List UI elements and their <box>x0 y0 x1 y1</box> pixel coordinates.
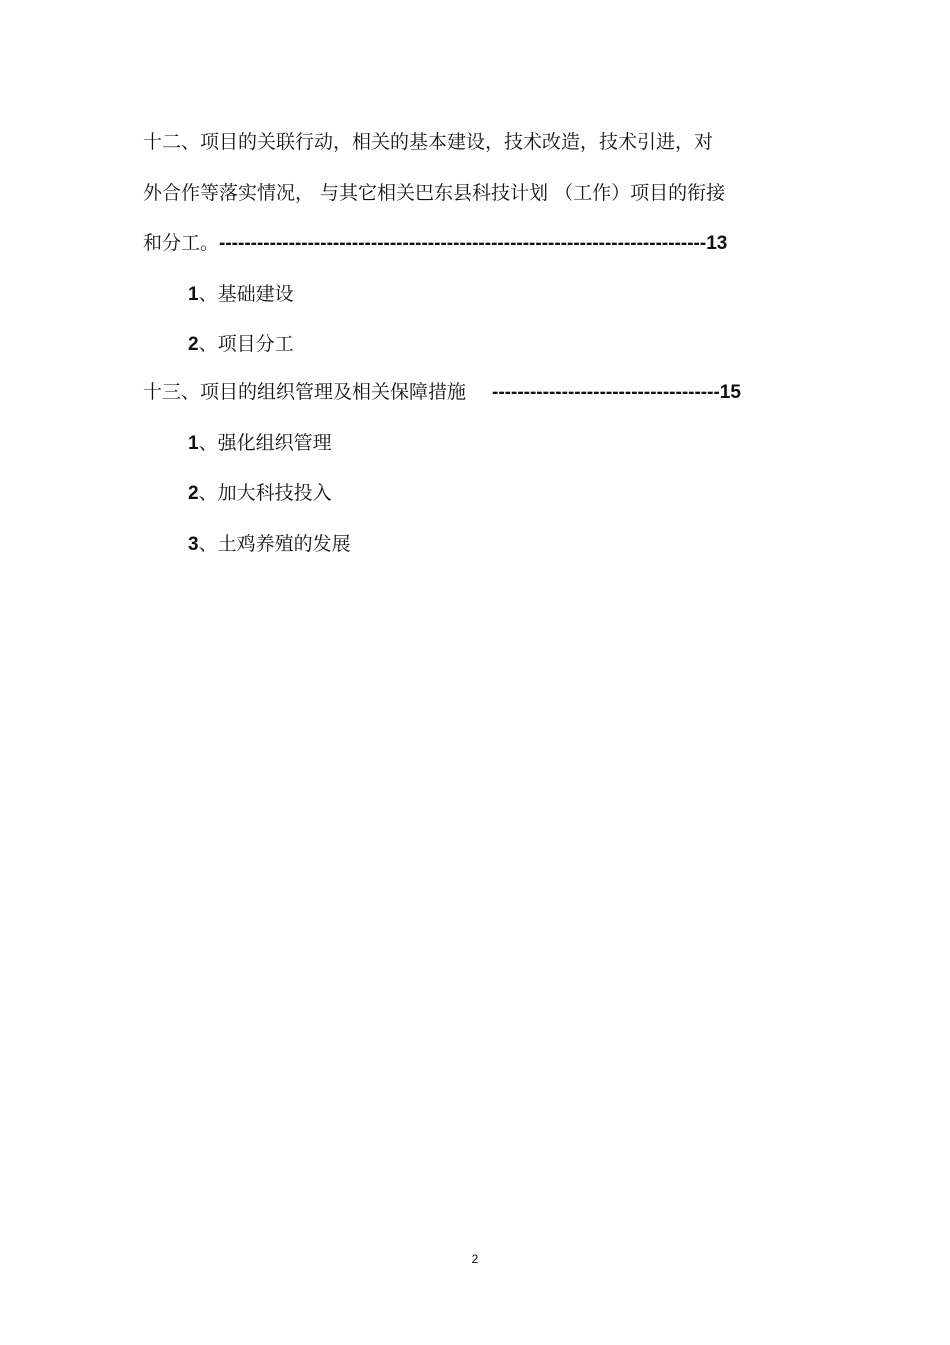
toc-subitem-label: 强化组织管理 <box>217 432 332 454</box>
toc-subitem-label: 项目分工 <box>217 333 294 355</box>
toc-subitem-label: 土鸡养殖的发展 <box>217 533 351 555</box>
toc-entry-12-leader-page: -----------------------------------------------------------------------------13 <box>219 233 728 254</box>
toc-entry-13-title: 十三、项目的组织管理及相关保障措施 <box>143 381 467 403</box>
toc-subitem-separator: 、 <box>198 333 218 355</box>
toc-subitem-number: 2 <box>188 334 199 355</box>
toc-entry-12-text: 和分工。 <box>143 232 220 254</box>
toc-subitem-label: 基础建设 <box>217 283 294 305</box>
toc-subitem <box>188 531 351 558</box>
toc-subitem-separator: 、 <box>198 432 218 454</box>
toc-entry-13 <box>143 379 741 406</box>
toc-entry-12-line-1: 十二、项目的关联行动，相关的基本建设，技术改造，技术引进，对 <box>143 131 714 153</box>
toc-subitem <box>188 480 332 507</box>
toc-subitem-number: 1 <box>188 284 199 305</box>
toc-subitem <box>188 430 332 457</box>
page-number: 2 <box>471 1252 479 1266</box>
toc-subitem-separator: 、 <box>198 482 218 504</box>
toc-entry-12-line-3 <box>143 230 727 257</box>
toc-subitem <box>188 331 294 358</box>
toc-subitem <box>188 281 294 308</box>
toc-subitem-number: 3 <box>188 534 199 555</box>
toc-subitem-number: 1 <box>188 433 199 454</box>
toc-subitem-number: 2 <box>188 483 199 504</box>
toc-subitem-separator: 、 <box>198 533 218 555</box>
toc-entry-12-line-2: 外合作等落实情况， 与其它相关巴东县科技计划 （工作）项目的衔接 <box>143 182 726 204</box>
toc-entry-13-leader-page: ------------------------------------15 <box>492 382 741 403</box>
toc-subitem-label: 加大科技投入 <box>217 482 332 504</box>
toc-subitem-separator: 、 <box>198 283 218 305</box>
